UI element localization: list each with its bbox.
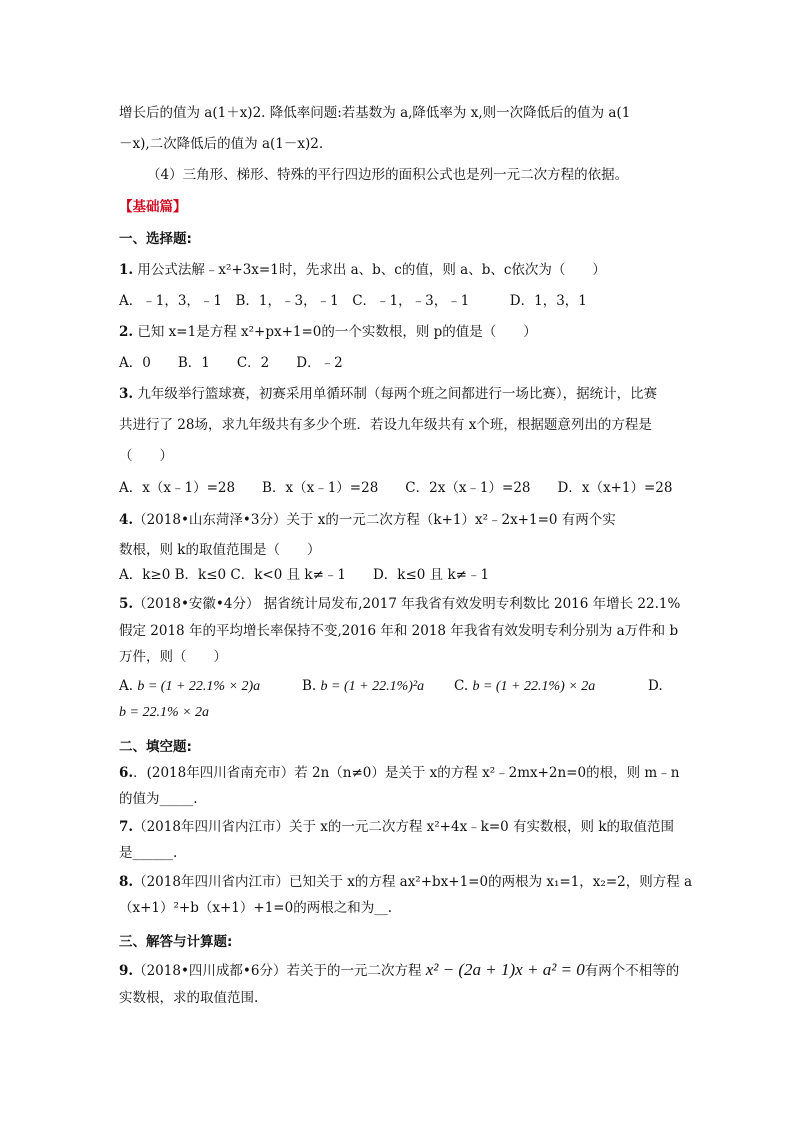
question-5-option-c bbox=[454, 677, 595, 696]
question-number: 8. bbox=[119, 874, 134, 890]
question-stem: 已知 x=1是方程 x²+px+1=0的一个实数根，则 p的值是（ ） bbox=[133, 324, 537, 340]
question-9 bbox=[119, 961, 679, 980]
question-5-option-d-label: D. bbox=[648, 678, 663, 694]
question-8 bbox=[119, 873, 692, 891]
question-4-options: A．k≥0 B．k≤0 C．k<0 且 k≠﹣1 D．k≤0 且 k≠﹣1 bbox=[119, 567, 490, 583]
question-2 bbox=[119, 323, 537, 341]
question-9-line-2: 实数根，求的取值范围. bbox=[119, 990, 259, 1006]
question-number: 4. bbox=[119, 512, 134, 528]
question-number: 5. bbox=[119, 596, 134, 612]
question-7 bbox=[119, 818, 674, 836]
part3-title: 三、解答与计算题: bbox=[119, 934, 233, 950]
question-1-options: A．﹣1，3，﹣1 B．1，﹣3，﹣1 C．﹣1，﹣3，﹣1 D．1，3，1 bbox=[119, 293, 587, 309]
question-4-line-2: 数根，则 k的取值范围是（ ） bbox=[119, 542, 321, 558]
question-5-line-2: 假定 2018 年的平均增长率保持不变,2016 年和 2018 年我省有效发明专利分别为 a万件和 b bbox=[119, 623, 679, 639]
question-3-line-2: 共进行了 28场，求九年级共有多少个班．若设九年级共有 x个班，根据题意列出的方程是 bbox=[119, 417, 652, 433]
question-5-option-a bbox=[119, 677, 260, 696]
question-9-equation: x² − (2a + 1)x + a² = 0 bbox=[425, 960, 585, 979]
question-3-options: A．x（x﹣1）=28 B．x（x﹣1）=28 C．2x（x﹣1）=28 D．x（x+1）=28 bbox=[119, 480, 673, 496]
question-5-line-3: 万件，则（ ） bbox=[119, 649, 227, 665]
question-5 bbox=[119, 595, 680, 613]
option-formula: b = (1 + 22.1%) × 2a bbox=[472, 679, 596, 694]
question-6 bbox=[119, 764, 679, 782]
question-stem: （2018•四川成都•6分）若关于的一元二次方程 bbox=[133, 963, 422, 979]
question-number: 9. bbox=[119, 963, 134, 979]
question-stem: （2018•山东菏泽•3分）关于 x的一元二次方程（k+1）x²﹣2x+1=0 有两个实 bbox=[133, 512, 616, 528]
question-stem-cont: 有两个不相等的 bbox=[584, 963, 680, 979]
question-stem: （2018•安徽•4分） 据省统计局发布,2017 年我省有效发明专利数比 2016 年增长 22.1% bbox=[133, 596, 681, 612]
question-2-options: A．0 B．1 C．2 D．﹣2 bbox=[119, 355, 343, 371]
question-stem: ．(2018年四川省南充市）若 2n（n≠0）是关于 x的方程 x²﹣2mx+2n=0的根，则 m﹣n bbox=[133, 765, 680, 781]
section-basic-heading: 【基础篇】 bbox=[119, 199, 187, 215]
question-stem: （2018年四川省内江市）关于 x的一元二次方程 x²+4x﹣k=0 有实数根，则 k的取值范围 bbox=[133, 819, 675, 835]
question-number: 1. bbox=[119, 262, 134, 278]
intro-line-2: －x),二次降低后的值为 a(1－x)2. bbox=[119, 136, 324, 152]
question-number: 6. bbox=[119, 765, 134, 781]
question-5-option-d: b = 22.1% × 2a bbox=[119, 705, 210, 720]
option-label: B. bbox=[302, 678, 317, 694]
question-4 bbox=[119, 511, 616, 529]
question-3-line-3: （ ） bbox=[119, 448, 173, 464]
intro-line-3: （4）三角形、梯形、特殊的平行四边形的面积公式也是列一元二次方程的依据。 bbox=[147, 167, 629, 183]
question-stem: 用公式法解﹣x²+3x=1时，先求出 a、b、c的值，则 a、b、c依次为（ ） bbox=[133, 262, 606, 278]
option-formula: b = (1 + 22.1% × 2)a bbox=[137, 679, 261, 694]
option-formula: b = (1 + 22.1%)²a bbox=[320, 679, 425, 694]
question-stem: 九年级举行篮球赛，初赛采用单循环制（每两个班之间都进行一场比赛），据统计，比赛 bbox=[133, 386, 658, 402]
option-label: C. bbox=[454, 678, 469, 694]
question-6-line-2: 的值为_____. bbox=[119, 791, 198, 807]
question-number: 3. bbox=[119, 386, 134, 402]
question-number: 2. bbox=[119, 324, 134, 340]
question-7-line-2: 是______. bbox=[119, 845, 178, 861]
part1-title: 一、选择题: bbox=[119, 231, 192, 247]
question-number: 7. bbox=[119, 819, 134, 835]
question-5-option-b bbox=[302, 677, 424, 696]
question-1 bbox=[119, 261, 606, 279]
option-label: A. bbox=[119, 678, 134, 694]
part2-title: 二、填空题: bbox=[119, 739, 192, 755]
question-3 bbox=[119, 385, 657, 403]
question-stem: （2018年四川省内江市）已知关于 x的方程 ax²+bx+1=0的两根为 x₁=1，x₂=2，则方程 a bbox=[133, 874, 693, 890]
question-8-line-2: （x+1）²+b（x+1）+1=0的两根之和为__. bbox=[119, 900, 392, 916]
intro-line-1: 增长后的值为 a(1＋x)2. 降低率问题:若基数为 a,降低率为 x,则一次降低后的值为 a(1 bbox=[119, 105, 631, 121]
